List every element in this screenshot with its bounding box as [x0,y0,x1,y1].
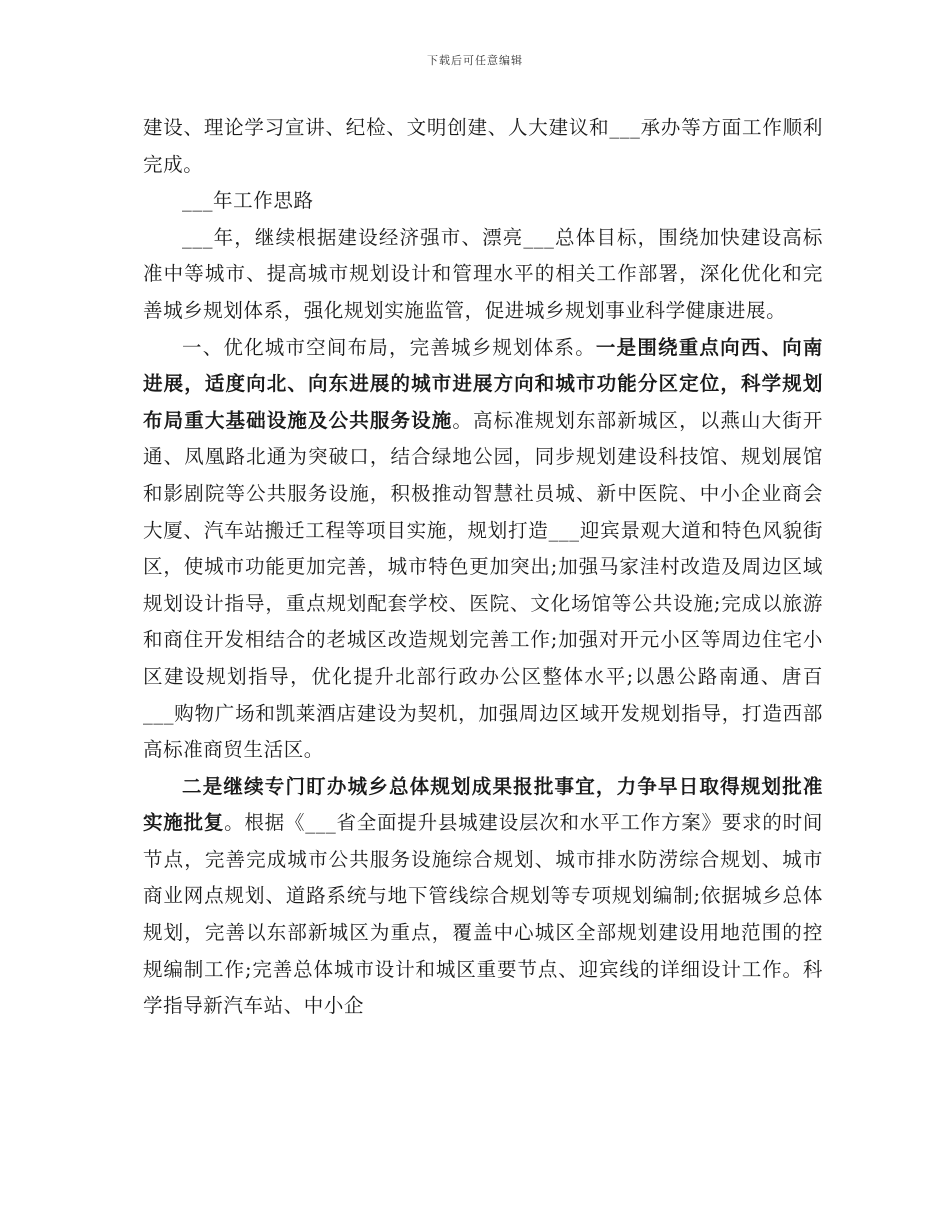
paragraph-overview: ___年，继续根据建设经济强市、漂亮___总体目标，围绕加快建设高标准中等城市、提高城市规划设计和管理水平的相关工作部署，深化优化和完善城乡规划体系，强化规划实施监管，促进城乡规划事业科学健康进展。 [143,225,823,322]
point-two-body: 。根据《___省全面提升县城建设层次和水平工作方案》要求的时间节点，完善完成城市公共服务设施综合规划、城市排水防涝综合规划、城市商业网点规划、道路系统与地下管线综合规划等专项规划编制;依据城乡总体规划，完善以东部新城区为重点，覆盖中心城区全部规划建设用地范围的控规编制工作;完善总体城市设计和城区重要节点、迎宾线的详细设计工作。科学指导新汽车站、中小企 [143,811,823,1018]
section-one-bold-point: 一是围绕重点向西、向南进展，适度向北、向东进展的城市进展方向和城市功能分区定位，科学规划布局重大基础设施及公共服务设施 [143,335,823,432]
page-header-note: 下载后可任意编辑 [427,54,523,67]
section-heading-work-ideas: ___年工作思路 [182,189,314,213]
paragraph-point-two [143,769,823,1025]
point-two-bold-lead: 二是继续专门盯办城乡总体规划成果报批事宜，力争早日取得规划批准实施批复 [143,774,823,835]
document-body [143,110,823,1025]
paragraph-continuation: 建设、理论学习宣讲、纪检、文明创建、人大建议和___承办等方面工作顺利完成。 [143,116,823,176]
paragraph-section-one [143,330,823,769]
section-one-heading: 一、优化城市空间布局，完善城乡规划体系。 [182,335,596,359]
section-one-body: 。高标准规划东部新城区，以燕山大街开通、凤凰路北通为突破口，结合绿地公园，同步规划建设科技馆、规划展馆和影剧院等公共服务设施，积极推动智慧社员城、新中医院、中小企业商会大厦、汽车站搬迁工程等项目实施，规划打造___迎宾景观大道和特色风貌街区，使城市功能更加完善，城市特色更加突出;加强马家洼村改造及周边区域规划设计指导，重点规划配套学校、医院、文化场馆等公共设施;完成以旅游和商住开发相结合的老城区改造规划完善工作;加强对开元小区等周边住宅小区建设规划指导，优化提升北部行政办公区整体水平;以愚公路南通、唐百___购物广场和凯莱酒店建设为契机，加强周边区域开发规划指导，打造西部高标准商贸生活区。 [143,408,823,762]
